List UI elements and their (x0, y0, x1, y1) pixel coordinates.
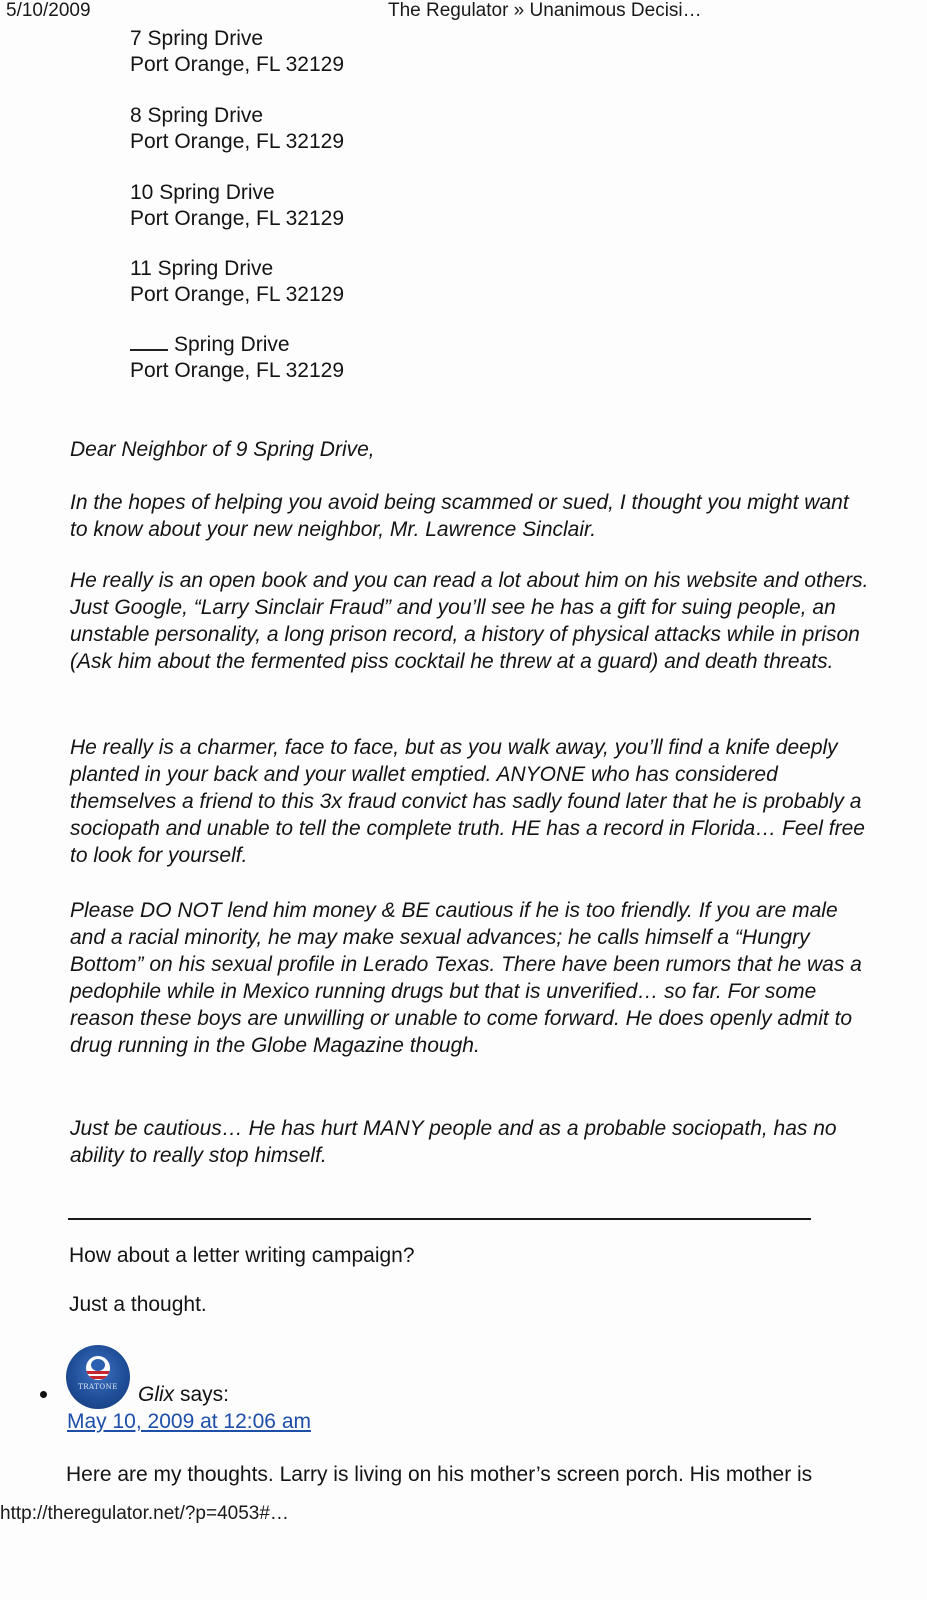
address-city: Port Orange, FL 32129 (130, 130, 345, 153)
print-header-date: 5/10/2009 (6, 0, 91, 21)
address-street: 11 Spring Drive (130, 257, 274, 280)
post-text: Just a thought. (69, 1293, 207, 1316)
address-block (130, 180, 344, 232)
address-city: Port Orange, FL 32129 (130, 207, 345, 230)
comment-permalink[interactable]: May 10, 2009 at 12:06 am (67, 1410, 311, 1433)
address-city: Port Orange, FL 32129 (130, 283, 345, 306)
print-header-title: The Regulator » Unanimous Decisi… (388, 0, 702, 21)
address-street: Spring Drive (174, 333, 290, 356)
address-block (130, 332, 344, 384)
comment-says: says: (174, 1383, 230, 1406)
bullet-icon (40, 1391, 47, 1398)
address-street: 10 Spring Drive (130, 181, 275, 204)
address-city: Port Orange, FL 32129 (130, 53, 345, 76)
horizontal-rule (68, 1218, 811, 1220)
comment-author: Glix (138, 1383, 175, 1406)
letter-paragraph: He really is an open book and you can read a lot about him on his website and others. Just Google, “Larry Sinclair Fraud” and you’ll see he has a gift for suing people, an unstable personality, a long prison record, a history of physical attacks while in prison (Ask him about the fermented piss cocktail he threw at a guard) and death threats. (70, 569, 869, 673)
avatar-label: TRATONE (78, 1383, 118, 1391)
letter-paragraph: In the hopes of helping you avoid being scammed or sued, I thought you might want to know about your new neighbor, Mr. Lawrence Sinclair. (70, 491, 849, 541)
post-text: How about a letter writing campaign? (69, 1244, 415, 1267)
address-block (130, 26, 344, 78)
comment-item (36, 1345, 916, 1445)
address-block (130, 103, 344, 155)
letter-paragraph: Just be cautious… He has hurt MANY people and as a probable sociopath, has no ability to really stop himself. (70, 1117, 837, 1167)
blank-house-number (130, 332, 168, 351)
obama-campaign-logo-icon[interactable] (66, 1345, 130, 1409)
comment-body: Here are my thoughts. Larry is living on his mother’s screen porch. His mother is (66, 1463, 813, 1486)
address-city: Port Orange, FL 32129 (130, 359, 345, 382)
letter-salutation: Dear Neighbor of 9 Spring Drive, (70, 438, 375, 461)
address-street: 8 Spring Drive (130, 104, 264, 127)
address-block (130, 256, 344, 308)
print-footer-url: http://theregulator.net/?p=4053#… (0, 1503, 289, 1524)
address-street: 7 Spring Drive (130, 27, 264, 50)
comment-author-line (138, 1383, 229, 1407)
letter-paragraph: He really is a charmer, face to face, but as you walk away, you’ll find a knife deeply planted in your back and your wallet emptied. ANYONE who has considered themselves a friend to this 3x fraud convict has sadly found later that he is probably a sociopath and unable to tell the complete truth. HE has a record in Florida… Feel free to look for yourself. (70, 736, 865, 867)
letter-paragraph: Please DO NOT lend him money & BE cautious if he is too friendly. If you are male and a racial minority, he may make sexual advances; he calls himself a “Hungry Bottom” on his sexual profile in Lerado Texas. There have been rumors that he was a pedophile while in Mexico running drugs but that is unverified… so far. For some reason these boys are unwilling or unable to come forward. He does openly admit to drug running in the Globe Magazine though. (70, 899, 862, 1057)
